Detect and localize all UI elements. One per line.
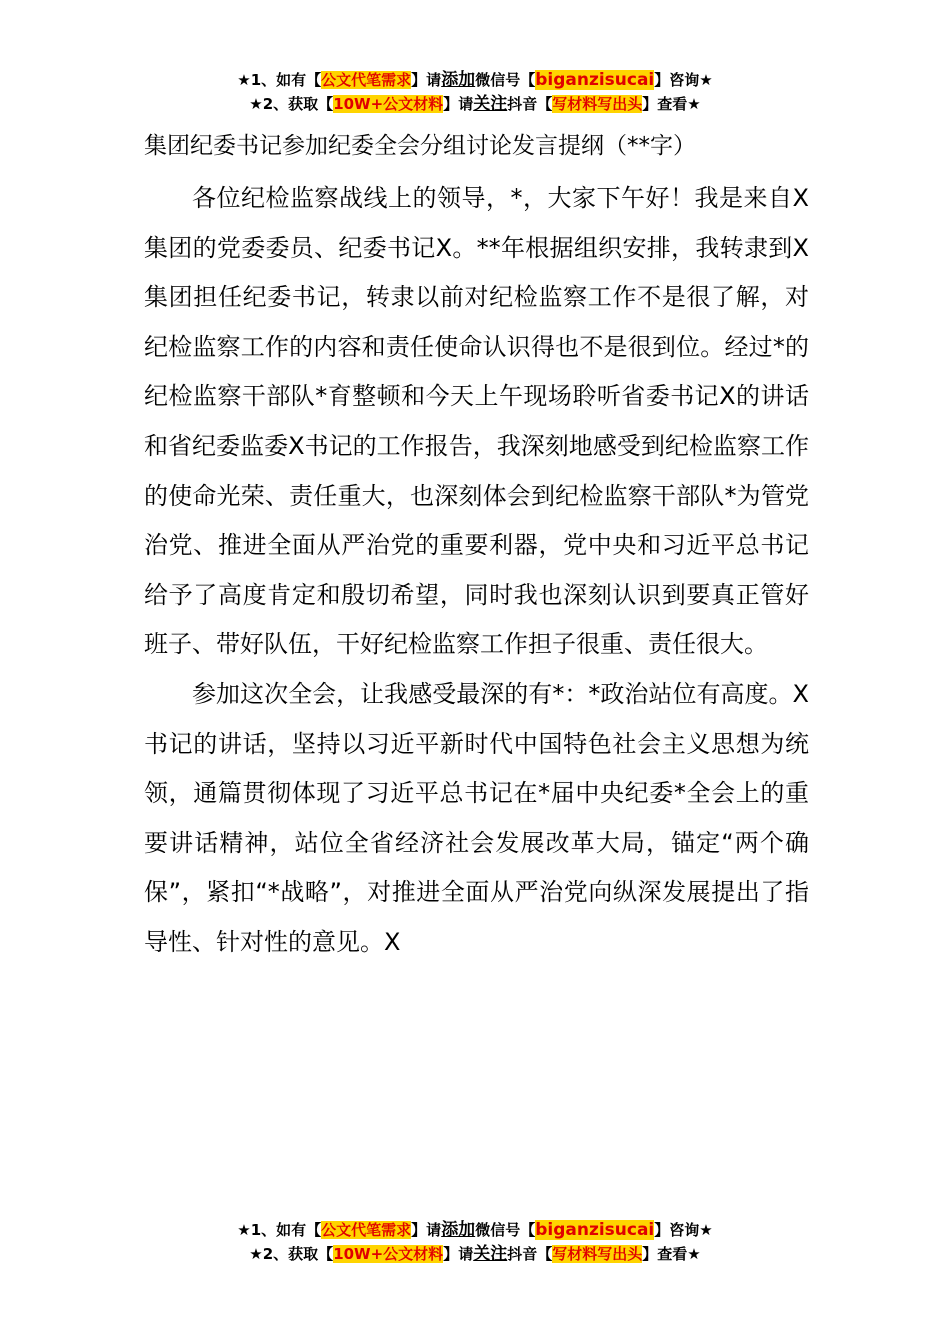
underlined-text: 添加 bbox=[441, 1220, 476, 1240]
banner-text: 】请 bbox=[411, 1221, 442, 1239]
banner-line-2 bbox=[0, 92, 950, 116]
wechat-id-highlight: biganzisucai bbox=[535, 1220, 655, 1240]
underlined-text: 关注 bbox=[473, 1244, 508, 1264]
banner-text: ★2、获取【 bbox=[249, 1245, 334, 1263]
douyin-id-highlight: 写材料写出头 bbox=[552, 1245, 643, 1263]
banner-text: ★2、获取【 bbox=[249, 95, 334, 113]
wechat-id-highlight: biganzisucai bbox=[535, 70, 655, 90]
banner-text: 】请 bbox=[443, 1245, 474, 1263]
banner-text: 】查看★ bbox=[642, 95, 701, 113]
banner-text: 抖音【 bbox=[507, 1245, 553, 1263]
paragraph-2: 参加这次全会，让我感受最深的有*：*政治站位有高度。X书记的讲话，坚持以习近平新时代中国特色社会主义思想为统领，通篇贯彻体现了习近平总书记在*届中央纪委*全会上的重要讲话精神，站位全省经济社会发展改革大局，锚定“两个确保”，紧扣“*战略”，对推进全面从严治党向纵深发展提出了指导性、针对性的意见。X bbox=[144, 679, 809, 956]
banner-line-2 bbox=[0, 1242, 950, 1266]
banner-text: 】咨询★ bbox=[654, 71, 713, 89]
banner-text: 微信号【 bbox=[475, 71, 536, 89]
banner-text: ★1、如有【 bbox=[237, 1221, 322, 1239]
document-title: 集团纪委书记参加纪委全会分组讨论发言提纲（**字） bbox=[144, 133, 696, 159]
underlined-text: 关注 bbox=[473, 94, 508, 114]
document-body bbox=[144, 126, 809, 968]
douyin-id-highlight: 写材料写出头 bbox=[552, 95, 643, 113]
paragraph-1: 各位纪检监察战线上的领导，*，大家下午好！我是来自X集团的党委委员、纪委书记X。**年根据组织安排，我转隶到X集团担任纪委书记，转隶以前对纪检监察工作不是很了解，对纪检监察工作的内容和责任使命认识得也不是很到位。经过*的纪检监察干部队*育整顿和今天上午现场聆听省委书记X的讲话和省纪委监委X书记的工作报告，我深刻地感受到纪检监察工作的使命光荣、责任重大，也深刻体会到纪检监察干部队*为管党治党、推进全面从严治党的重要利器，党中央和习近平总书记给予了高度肯定和殷切希望，同时我也深刻认识到要真正管好班子、带好队伍，干好纪检监察工作担子很重、责任很大。 bbox=[144, 184, 809, 659]
highlight-text: 公文代笔需求 bbox=[321, 1221, 412, 1239]
underlined-text: 添加 bbox=[441, 70, 476, 90]
banner-text: 】请 bbox=[411, 71, 442, 89]
bottom-banner bbox=[0, 1218, 950, 1266]
banner-text: 微信号【 bbox=[475, 1221, 536, 1239]
banner-text: 】咨询★ bbox=[654, 1221, 713, 1239]
banner-text: 】请 bbox=[443, 95, 474, 113]
top-banner bbox=[0, 68, 950, 116]
banner-text: 抖音【 bbox=[507, 95, 553, 113]
banner-text: ★1、如有【 bbox=[237, 71, 322, 89]
highlight-text: 公文代笔需求 bbox=[321, 71, 412, 89]
banner-text: 】查看★ bbox=[642, 1245, 701, 1263]
banner-line-1 bbox=[0, 68, 950, 92]
banner-line-1 bbox=[0, 1218, 950, 1242]
highlight-text: 10W+公文材料 bbox=[333, 95, 444, 113]
highlight-text: 10W+公文材料 bbox=[333, 1245, 444, 1263]
